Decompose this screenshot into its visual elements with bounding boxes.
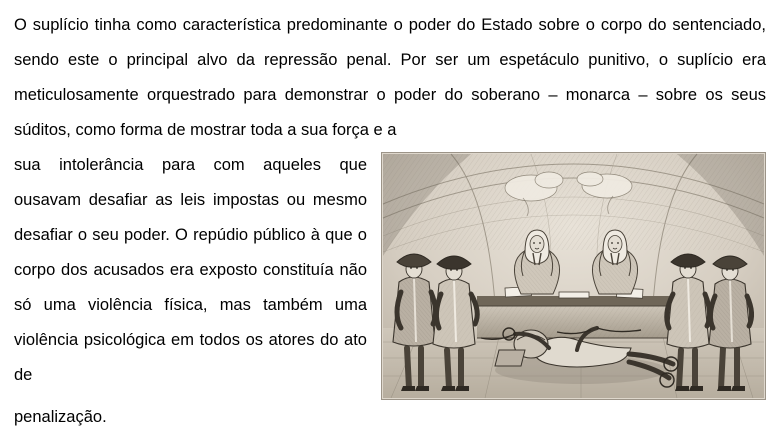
engraving-illustration	[381, 152, 766, 400]
text-image-wrap-region	[14, 148, 766, 400]
paragraph-text-part2: sua intolerância para com aqueles que ousavam desafiar as leis impostas ou mesmo desafiar o seu poder. O repúdio público à que o corpo dos acusados era exposto constituía não só uma violência física, mas também uma violência psicológica em todos os atores do ato de	[14, 156, 367, 384]
paragraph-text-part1: O suplício tinha como característica predominante o poder do Estado sobre o corpo do sentenciado, sendo este o principal alvo da repressão penal. Por ser um espetáculo punitivo, o suplício era meticulosamente orquestrado para demonstrar o poder do soberano – monarca – sobre os seus súditos, como forma de mostrar toda a sua força e a	[14, 16, 766, 139]
paragraph-final-line	[14, 400, 374, 435]
paragraph-text-part3: penalização.	[14, 408, 107, 426]
paragraph-wrapped-lines	[14, 148, 367, 393]
paragraph-top-lines	[14, 8, 766, 148]
historical-engraving-figure	[381, 152, 766, 400]
